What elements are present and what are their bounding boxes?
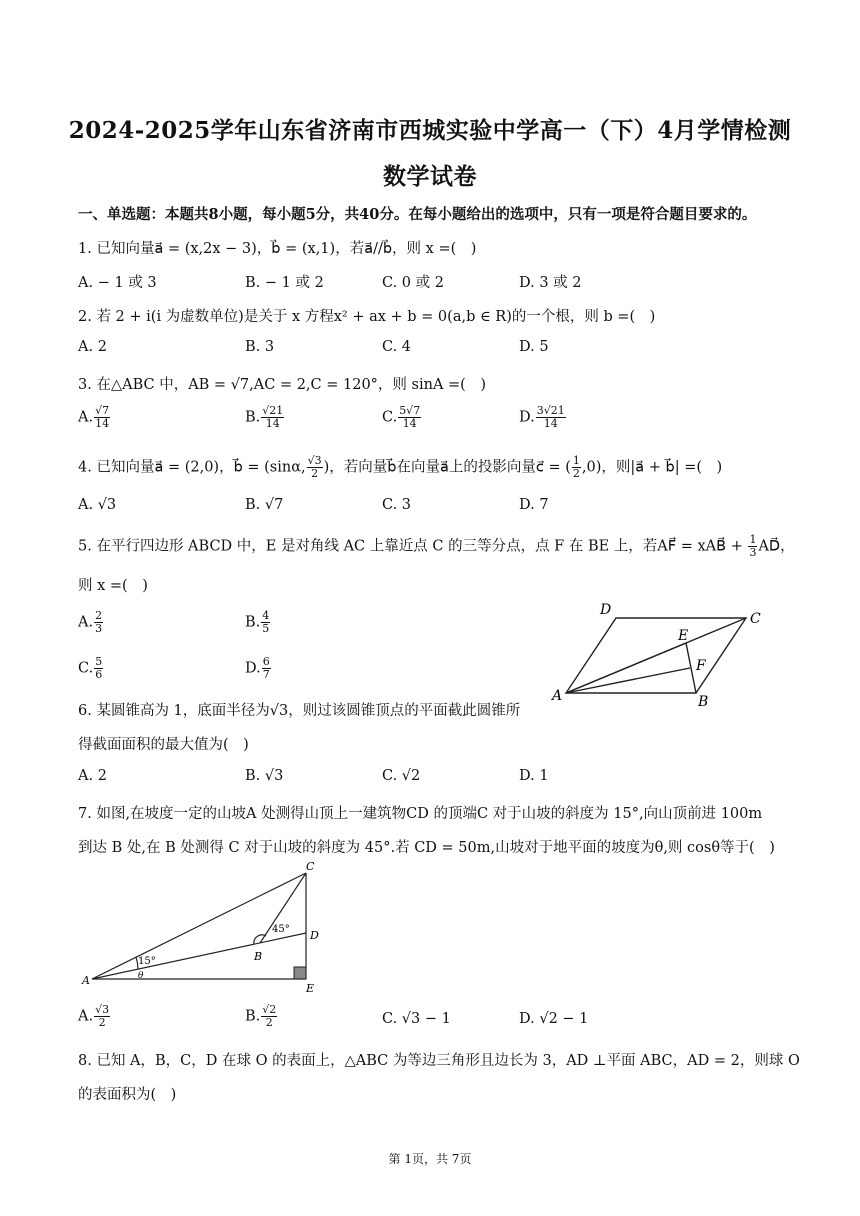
- question-3-option-c: [382, 405, 422, 430]
- fraction-numerator: 4: [262, 609, 270, 622]
- question-8-stem: 8. 已知 A，B，C，D 在球 O 的表面上，△ABC 为等边三角形且边长为 3，AD ⊥平面 ABC，AD = 2，则球 O: [78, 1053, 800, 1069]
- stem-part: 5. 在平行四边形 ABCD 中，E 是对角线 AC 上靠近点 C 的三等分点，点 F 在 BE 上，若AF⃗ = xAB⃗ +: [78, 538, 748, 555]
- option-label: D.: [519, 409, 535, 426]
- fraction: [572, 455, 581, 480]
- label-a: A: [82, 974, 90, 987]
- option-label: A.: [78, 1008, 94, 1025]
- fraction: [94, 405, 110, 430]
- option-label: D.: [245, 660, 261, 677]
- fraction: [94, 1004, 110, 1029]
- label-f: F: [696, 658, 706, 674]
- question-1-option-b: B. − 1 或 2: [245, 275, 324, 291]
- label-e: E: [306, 982, 315, 995]
- fraction-denominator: 5: [262, 622, 270, 635]
- question-1-option-c: C. 0 或 2: [382, 275, 444, 291]
- fraction-denominator: 3: [95, 622, 103, 635]
- fraction-numerator: 1: [749, 533, 757, 546]
- stem-part: ,0)，则|a⃗ + b⃗| =( ): [581, 459, 723, 476]
- label-45: 45°: [272, 924, 290, 935]
- option-label: A.: [78, 614, 94, 631]
- question-4-option-c: C. 3: [382, 497, 412, 513]
- question-3-option-a: [78, 405, 111, 430]
- question-1-option-d: D. 3 或 2: [519, 275, 582, 291]
- fraction-numerator: 5: [95, 655, 103, 668]
- fraction: [536, 405, 566, 430]
- question-2-option-c: C. 4: [382, 339, 412, 355]
- question-6-stem: 6. 某圆锥高为 1，底面半径为√3，则过该圆锥顶点的平面截此圆锥所: [78, 703, 521, 719]
- question-4-option-b: B. √7: [245, 497, 284, 513]
- question-4-stem: [78, 455, 722, 480]
- fraction: [261, 1004, 277, 1029]
- fraction-numerator: √2: [262, 1003, 277, 1016]
- question-5-option-d: [245, 656, 272, 681]
- question-5-stem: [78, 534, 795, 559]
- stem-part: 4. 已知向量a⃗ = (2,0)，b⃗ = (sinα,: [78, 459, 306, 476]
- fraction-denominator: 2: [265, 1016, 273, 1029]
- label-c: C: [750, 611, 761, 627]
- section-header: 一、单选题：本题共8小题，每小题5分，共40分。在每小题给出的选项中，只有一项是符合题目要求的。: [78, 206, 757, 223]
- fraction: [94, 656, 103, 681]
- option-label: B.: [245, 1008, 261, 1025]
- fraction-denominator: 7: [262, 668, 270, 681]
- question-7-option-b: [245, 1004, 278, 1029]
- question-7-stem: 7. 如图,在坡度一定的山坡A 处测得山顶上一建筑物CD 的顶端C 对于山坡的斜度为 15°,向山顶前进 100m: [78, 806, 763, 822]
- question-2-option-b: B. 3: [245, 339, 275, 355]
- option-text: √2 − 1: [539, 1011, 589, 1027]
- label-15: 15°: [138, 956, 156, 967]
- fraction: [398, 405, 421, 430]
- fraction: [307, 455, 323, 480]
- fraction-numerator: √3: [307, 454, 322, 467]
- option-label: B.: [245, 614, 261, 631]
- fraction-denominator: 6: [95, 668, 103, 681]
- question-2-stem: 2. 若 2 + i(i 为虚数单位)是关于 x 方程x² + ax + b = 0(a,b ∈ R)的一个根，则 b =( ): [78, 309, 656, 325]
- fraction-denominator: 2: [311, 467, 319, 480]
- question-7-option-c: [382, 1011, 451, 1027]
- fraction-numerator: √3: [95, 1003, 110, 1016]
- question-8-stem-line2: 的表面积为( ): [78, 1087, 177, 1103]
- fraction-numerator: 1: [572, 454, 580, 467]
- fraction-numerator: 2: [95, 609, 103, 622]
- question-5-option-b: [245, 610, 271, 635]
- question-3-option-d: [519, 405, 567, 430]
- question-7-option-d: [519, 1011, 588, 1027]
- stem-part: AD⃗，: [758, 538, 795, 555]
- fraction: [94, 610, 103, 635]
- option-label: B.: [245, 409, 261, 426]
- page-footer: 第 1页，共 7页: [388, 1152, 472, 1166]
- question-6-option-c: C. √2: [382, 768, 421, 784]
- page-subtitle: 数学试卷: [383, 163, 477, 190]
- option-label: C.: [382, 409, 398, 426]
- fraction-denominator: 2: [572, 467, 580, 480]
- fraction: [261, 610, 270, 635]
- fraction-numerator: √7: [95, 404, 110, 417]
- fraction-denominator: 14: [543, 417, 558, 430]
- question-5-option-c: [78, 656, 104, 681]
- fraction-numerator: 5√7: [399, 404, 421, 417]
- question-6-option-a: A. 2: [78, 768, 107, 784]
- option-label: A.: [78, 409, 94, 426]
- stem-part: )，若向量b⃗在向量a⃗上的投影向量c⃗ = (: [323, 459, 571, 476]
- question-2-option-a: A. 2: [78, 339, 107, 355]
- option-label: C.: [78, 660, 94, 677]
- fraction-denominator: 3: [749, 546, 757, 559]
- fraction-denominator: 2: [98, 1016, 106, 1029]
- page-title: 2024-2025学年山东省济南市西城实验中学高一（下）4月学情检测: [68, 117, 792, 144]
- question-5-option-a: [78, 610, 104, 635]
- fraction: [748, 534, 757, 559]
- question-6-option-d: D. 1: [519, 768, 549, 784]
- parallelogram-figure: [548, 598, 772, 712]
- label-b: B: [254, 950, 263, 963]
- question-6-option-b: B. √3: [245, 768, 284, 784]
- fraction-numerator: 6: [262, 655, 270, 668]
- question-1-stem: 1. 已知向量a⃗ = (x,2x − 3)，b⃗ = (x,1)，若a⃗//b⃗，则 x =( ): [78, 241, 477, 257]
- slope-figure: [80, 860, 330, 996]
- fraction: [261, 405, 284, 430]
- question-3-stem: 3. 在△ABC 中，AB = √7,AC = 2,C = 120°，则 sinA =( ): [78, 377, 486, 393]
- option-text: √3 − 1: [401, 1011, 451, 1027]
- option-label: C.: [382, 1011, 398, 1027]
- fraction-numerator: √21: [262, 404, 284, 417]
- fraction: [262, 656, 271, 681]
- fraction-denominator: 14: [95, 417, 110, 430]
- question-1-option-a: A. − 1 或 3: [78, 275, 157, 291]
- question-4-option-d: D. 7: [519, 497, 549, 513]
- question-5-stem-line2: 则 x =( ): [78, 578, 148, 594]
- question-7-stem-line2: 到达 B 处,在 B 处测得 C 对于山坡的斜度为 45°.若 CD = 50m,山坡对于地平面的坡度为θ,则 cosθ等于( ): [78, 840, 775, 856]
- fraction-denominator: 14: [402, 417, 417, 430]
- slope-ad: [92, 933, 306, 979]
- label-d: D: [600, 602, 612, 618]
- label-b: B: [698, 694, 709, 710]
- label-e: E: [678, 628, 689, 644]
- label-d: D: [310, 929, 319, 942]
- segment-ae: [566, 643, 686, 693]
- fraction-denominator: 14: [265, 417, 280, 430]
- label-c: C: [306, 860, 315, 873]
- question-2-option-d: D. 5: [519, 339, 549, 355]
- option-label: D.: [519, 1011, 535, 1027]
- question-4-option-a: A. √3: [78, 497, 117, 513]
- label-a: A: [552, 688, 563, 704]
- question-7-option-a: [78, 1004, 111, 1029]
- fraction-numerator: 3√21: [536, 404, 565, 417]
- segment-af: [566, 668, 690, 693]
- question-6-stem-line2: 得截面面积的最大值为( ): [78, 737, 249, 753]
- right-angle-marker: [294, 967, 306, 979]
- question-3-option-b: [245, 405, 285, 430]
- label-theta: θ: [138, 971, 144, 981]
